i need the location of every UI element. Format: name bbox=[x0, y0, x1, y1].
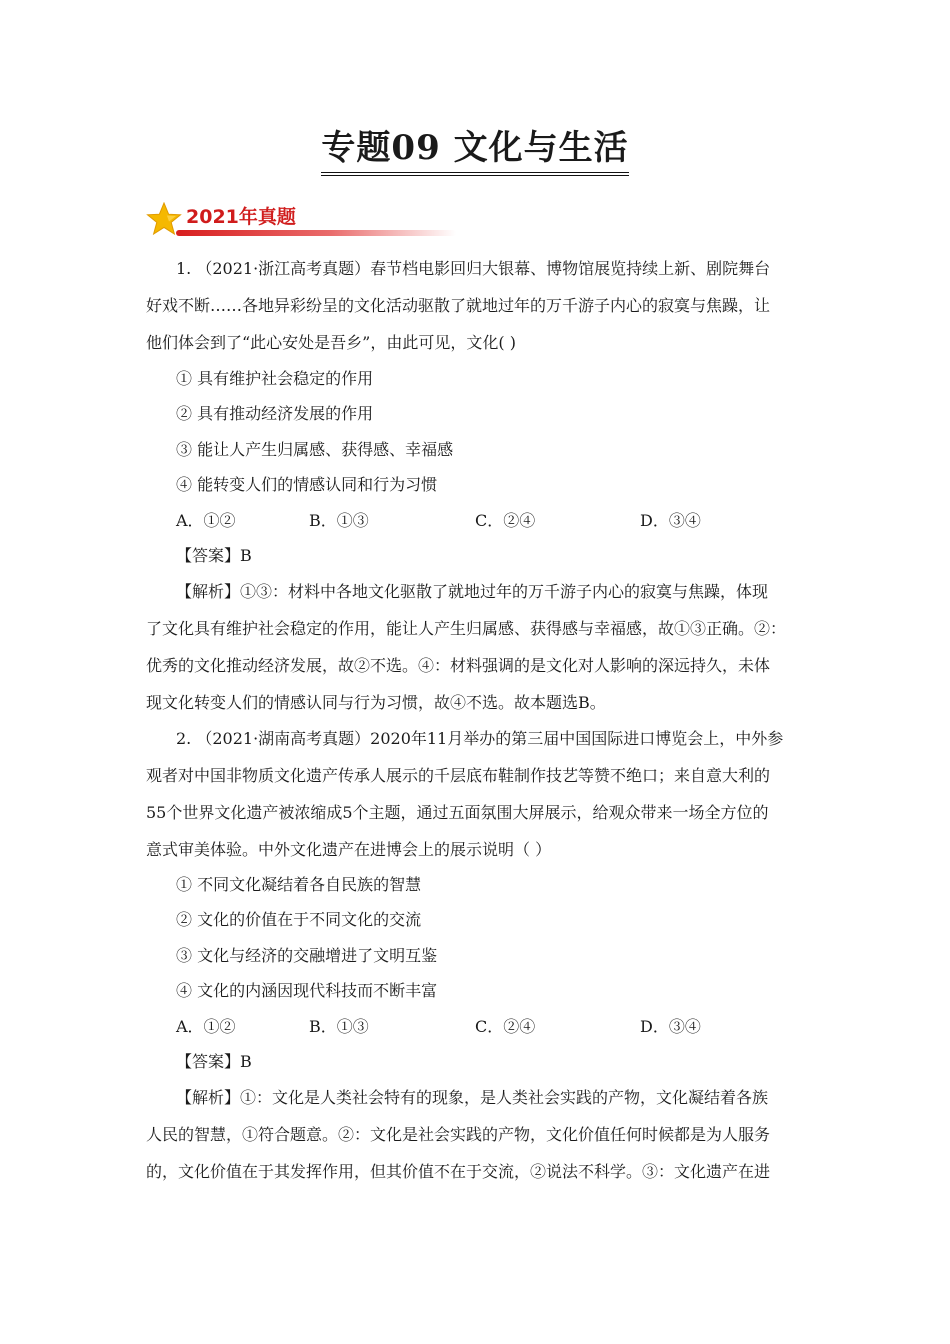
q2-analysis-3: 的，文化价值在于其发挥作用，但其价值不在于交流，②说法不科学。③：文化遗产在进 bbox=[146, 1162, 771, 1181]
badge-underline bbox=[176, 230, 456, 236]
q2-line-4: 意式审美体验。中外文化遗产在进博会上的展示说明（ ） bbox=[146, 840, 552, 859]
q1-statement-1: ① 具有维护社会稳定的作用 bbox=[176, 369, 374, 388]
q1-line-1: 1. （2021·浙江高考真题）春节档电影回归大银幕、博物馆展览持续上新、剧院舞台 bbox=[176, 259, 771, 278]
q2-statement-1: ① 不同文化凝结着各自民族的智慧 bbox=[176, 875, 422, 894]
q1-line-3: 他们体会到了“此心安处是吾乡”，由此可见，文化( ) bbox=[146, 333, 516, 352]
q2-line-3: 55个世界文化遗产被浓缩成5个主题，通过五面氛围大屏展示，给观众带来一场全方位的 bbox=[146, 803, 769, 822]
q2-statement-3: ③ 文化与经济的交融增进了文明互鉴 bbox=[176, 946, 438, 965]
q1-statement-3: ③ 能让人产生归属感、获得感、幸福感 bbox=[176, 440, 454, 459]
q1-option-d: D．③④ bbox=[640, 511, 701, 530]
q1-analysis-2: 了文化具有维护社会稳定的作用，能让人产生归属感、获得感与幸福感，故①③正确。②： bbox=[146, 619, 787, 638]
q2-analysis-2: 人民的智慧，①符合题意。②：文化是社会实践的产物，文化价值任何时候都是为人服务 bbox=[146, 1125, 771, 1144]
q1-statement-4: ④ 能转变人们的情感认同和行为习惯 bbox=[176, 475, 438, 494]
page-title: 专题09 文化与生活 bbox=[0, 126, 950, 176]
q1-option-a: A．①② bbox=[176, 511, 236, 530]
q1-analysis-4: 现文化转变人们的情感认同与行为习惯，故④不选。故本题选B。 bbox=[146, 693, 606, 712]
q2-option-b: B．①③ bbox=[309, 1017, 369, 1036]
q2-statement-2: ② 文化的价值在于不同文化的交流 bbox=[176, 910, 422, 929]
q2-line-1: 2. （2021·湖南高考真题）2020年11月举办的第三届中国国际进口博览会上，中外参 bbox=[176, 729, 784, 748]
q1-analysis-1: 【解析】①③：材料中各地文化驱散了就地过年的万千游子内心的寂寞与焦躁，体现 bbox=[176, 582, 769, 601]
q2-statement-4: ④ 文化的内涵因现代科技而不断丰富 bbox=[176, 981, 438, 1000]
section-badge-label: 2021年真题 bbox=[186, 206, 296, 228]
q1-analysis-3: 优秀的文化推动经济发展，故②不选。④：材料强调的是文化对人影响的深远持久，未体 bbox=[146, 656, 771, 675]
q2-analysis-1: 【解析】①：文化是人类社会特有的现象，是人类社会实践的产物，文化凝结着各族 bbox=[176, 1088, 769, 1107]
q2-line-2: 观者对中国非物质文化遗产传承人展示的千层底布鞋制作技艺等赞不绝口；来自意大利的 bbox=[146, 766, 771, 785]
q1-answer: 【答案】B bbox=[176, 546, 252, 565]
q2-answer: 【答案】B bbox=[176, 1052, 252, 1071]
q1-line-2: 好戏不断……各地异彩纷呈的文化活动驱散了就地过年的万千游子内心的寂寞与焦躁，让 bbox=[146, 296, 771, 315]
q2-option-c: C．②④ bbox=[475, 1017, 536, 1036]
q2-option-a: A．①② bbox=[176, 1017, 236, 1036]
q1-option-c: C．②④ bbox=[475, 511, 536, 530]
q1-statement-2: ② 具有推动经济发展的作用 bbox=[176, 404, 374, 423]
q1-option-b: B．①③ bbox=[309, 511, 369, 530]
q2-option-d: D．③④ bbox=[640, 1017, 701, 1036]
